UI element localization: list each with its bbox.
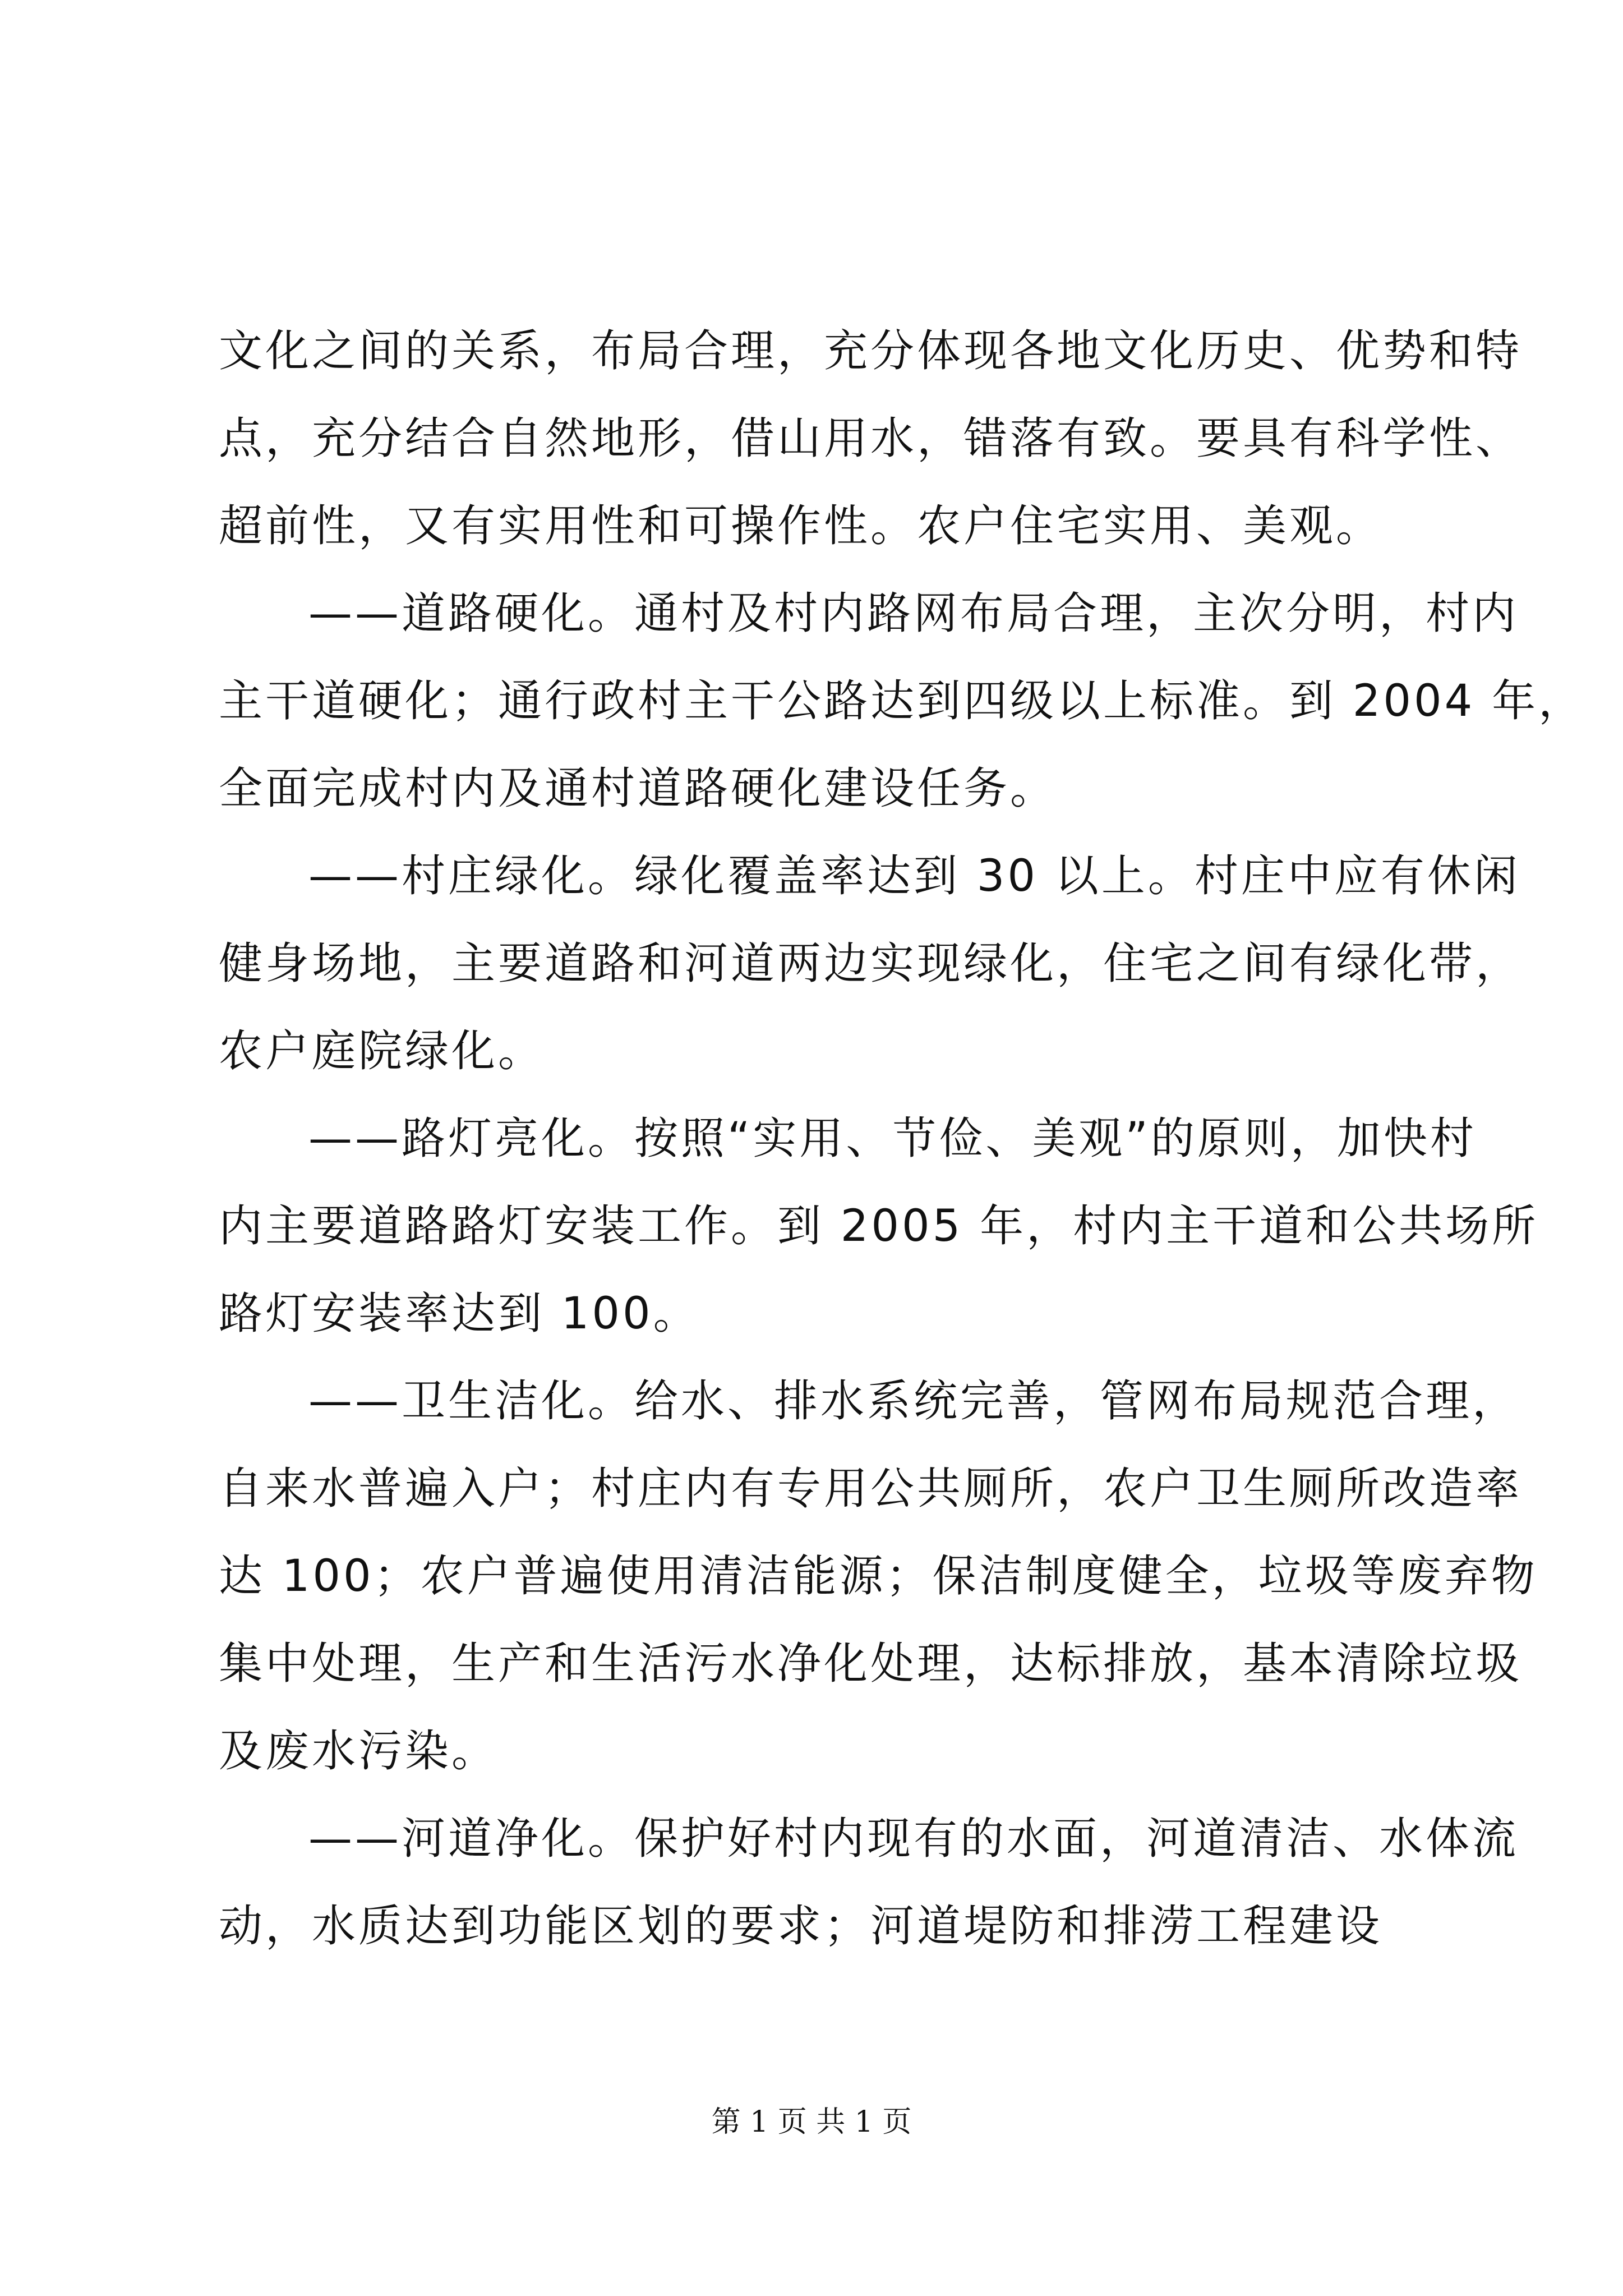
document-body — [219, 307, 1585, 1970]
text-line: 全面完成村内及通村道路硬化建设任务。 — [219, 763, 1057, 814]
text-line: 健身场地，主要道路和河道两边实现绿化，住宅之间有绿化带， — [219, 938, 1523, 989]
text-line: 内主要道路路灯安装工作。到 2005 年，村内主干道和公共场所 — [219, 1201, 1539, 1251]
text-line: 路灯安装率达到 100。 — [219, 1289, 700, 1339]
text-line: 农户庭院绿化。 — [219, 1026, 545, 1076]
text-line: 文化之间的关系，布局合理，充分体现各地文化历史、优势和特 — [219, 326, 1523, 376]
text-line: 及废水污染。 — [219, 1726, 499, 1777]
section-sanitation: ——卫生洁化。给水、排水系统完善，管网布局规范合理， — [308, 1376, 1519, 1427]
section-street-lighting: ——路灯亮化。按照“实用、节俭、美观”的原则，加快村 — [308, 1114, 1477, 1164]
section-river-purification: ——河道净化。保护好村内现有的水面，河道清洁、水体流 — [308, 1814, 1519, 1864]
section-village-greening: ——村庄绿化。绿化覆盖率达到 30 以上。村庄中应有休闲 — [308, 851, 1520, 901]
text-line: 动，水质达到功能区划的要求；河道堤防和排涝工程建设 — [219, 1901, 1383, 1952]
section-road-hardening: ——道路硬化。通村及村内路网布局合理，主次分明，村内 — [308, 588, 1519, 639]
text-line: 超前性，又有实用性和可操作性。农户住宅实用、美观。 — [219, 501, 1383, 551]
text-line: 集中处理，生产和生活污水净化处理，达标排放，基本清除垃圾 — [219, 1639, 1523, 1689]
page-footer: 第 1 页 共 1 页 — [711, 2105, 912, 2139]
text-line: 自来水普遍入户；村庄内有专用公共厕所，农户卫生厕所改造率 — [219, 1464, 1523, 1514]
text-line: 达 100；农户普遍使用清洁能源；保洁制度健全，垃圾等废弃物 — [219, 1551, 1538, 1602]
text-line: 点，充分结合自然地形，借山用水，错落有致。要具有科学性、 — [219, 413, 1523, 464]
text-line: 主干道硬化；通行政村主干公路达到四级以上标准。到 2004 年， — [219, 676, 1585, 726]
